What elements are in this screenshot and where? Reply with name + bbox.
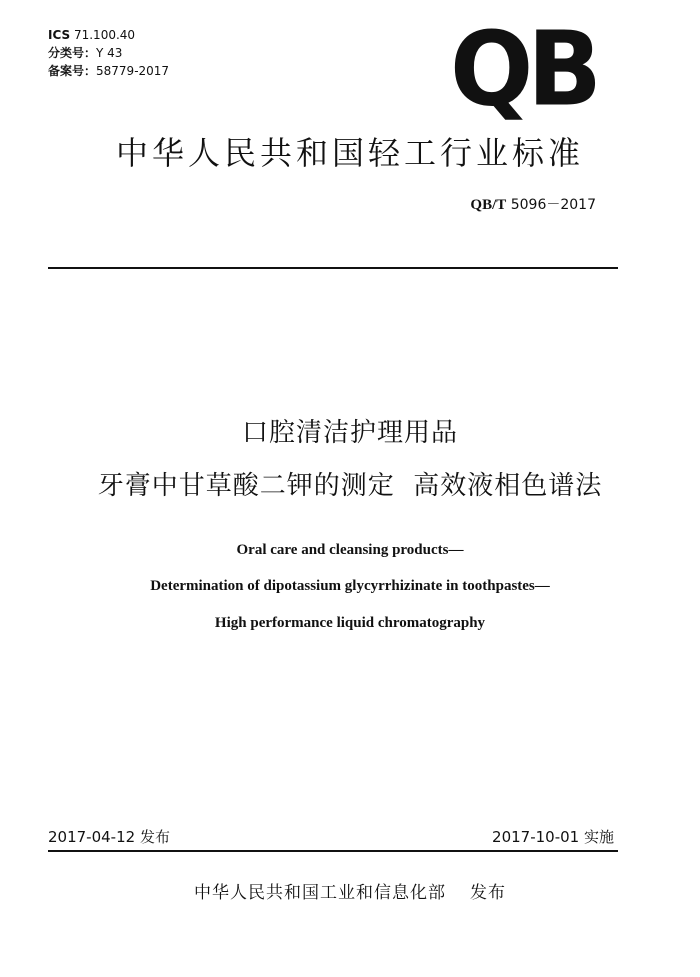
title-en-line3: High performance liquid chromatography bbox=[214, 615, 486, 631]
record-label: 备案号： bbox=[48, 64, 97, 78]
title-en-line1: Oral care and cleansing products— bbox=[236, 542, 464, 558]
classification-number bbox=[48, 45, 122, 62]
record-number bbox=[48, 63, 169, 80]
classification-label: 分类号： bbox=[48, 46, 97, 60]
record-value: 58779-2017 bbox=[96, 64, 170, 78]
issuing-authority bbox=[0, 878, 700, 903]
ics-code bbox=[48, 27, 135, 44]
standard-category-title: 中华人民共和国轻工行业标准 bbox=[115, 134, 584, 172]
top-divider bbox=[48, 267, 618, 269]
issuer-name: 中华人民共和国工业和信息化部 bbox=[194, 883, 446, 903]
issue-date: 2017-04-12 发布 bbox=[48, 828, 170, 846]
implementation-date: 2017-10-01 实施 bbox=[492, 828, 614, 846]
ics-value: 71.100.40 bbox=[73, 28, 136, 42]
ics-label: ICS bbox=[48, 28, 71, 42]
standard-number bbox=[470, 194, 596, 214]
qb-logo: QB bbox=[450, 10, 597, 130]
classification-value: Y 43 bbox=[96, 46, 123, 60]
title-cn-line2: 牙膏中甘草酸二钾的测定 高效液相色谱法 bbox=[97, 471, 603, 501]
title-en-line2: Determination of dipotassium glycyrrhizinate in toothpastes— bbox=[150, 578, 550, 594]
issuer-action: 发布 bbox=[470, 883, 506, 903]
standard-code: 5096－2017 bbox=[510, 197, 596, 213]
title-cn-line1: 口腔清洁护理用品 bbox=[241, 418, 458, 448]
standard-prefix: QB/T bbox=[470, 197, 507, 213]
bottom-divider bbox=[48, 850, 618, 852]
